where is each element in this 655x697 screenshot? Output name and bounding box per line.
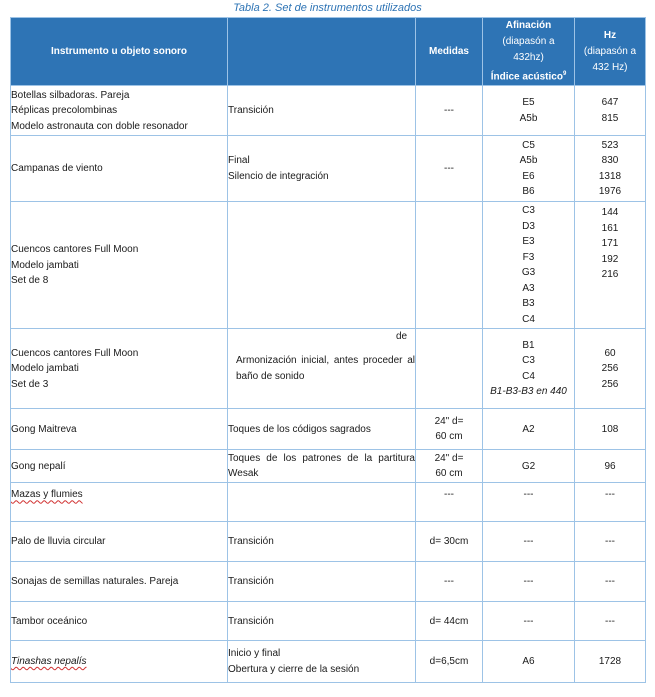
cell-instrument	[11, 483, 228, 522]
cell-text: 171	[601, 238, 619, 250]
cell-use	[228, 562, 416, 602]
cell-text: 60 cm	[435, 431, 463, 443]
table-row	[11, 450, 646, 483]
cell-tuning	[483, 483, 575, 522]
cell-text: Modelo jambati	[11, 259, 79, 271]
cell-text: ---	[523, 489, 534, 501]
header-hz-title: Hz	[603, 29, 617, 41]
cell-tuning	[483, 562, 575, 602]
cell-tuning	[483, 329, 575, 409]
cell-text: A5b	[519, 155, 538, 167]
cell-text: C3	[522, 205, 535, 217]
cell-text: ---	[523, 615, 534, 627]
cell-text: E5	[522, 97, 535, 109]
cell-text: ---	[444, 576, 454, 588]
cell-text: Obertura y cierre de la sesión	[228, 663, 360, 675]
cell-text: Inicio y final	[228, 648, 281, 660]
cell-text: 1976	[598, 186, 622, 198]
cell-hz	[575, 602, 646, 641]
cell-text: 830	[601, 155, 619, 167]
cell-text: Palo de lluvia circular	[11, 536, 106, 548]
cell-instrument	[11, 329, 228, 409]
cell-text: A5b	[519, 112, 538, 124]
cell-text: ---	[605, 576, 615, 588]
cell-text: Cuencos cantores Full Moon	[11, 244, 139, 256]
cell-text: 24" d=	[434, 415, 464, 427]
cell-measures	[416, 522, 483, 562]
table-row	[11, 522, 646, 562]
cell-measures	[416, 202, 483, 329]
cell-text: Tinashas nepalís	[11, 656, 87, 668]
cell-text: 96	[604, 460, 616, 472]
cell-use	[228, 602, 416, 641]
cell-use	[228, 641, 416, 683]
cell-text: ---	[523, 576, 534, 588]
table-row	[11, 329, 646, 409]
cell-hz	[575, 641, 646, 683]
cell-text: Cuencos cantores Full Moon	[11, 347, 139, 359]
table-row	[11, 86, 646, 136]
cell-text: ---	[523, 536, 534, 548]
header-hz-l1: (diapasón a	[583, 45, 637, 57]
cell-instrument	[11, 522, 228, 562]
cell-tuning	[483, 641, 575, 683]
cell-text: 161	[601, 222, 619, 234]
cell-text: B1-B3-B3 en 440	[490, 386, 567, 398]
cell-instrument	[11, 562, 228, 602]
cell-hz	[575, 136, 646, 202]
cell-use	[228, 202, 416, 329]
cell-use	[228, 483, 416, 522]
cell-text: Silencio de integración	[228, 170, 329, 182]
cell-text: C5	[522, 139, 535, 151]
cell-use	[228, 450, 416, 483]
cell-text: 24" d=	[434, 452, 464, 464]
cell-measures	[416, 450, 483, 483]
table-row	[11, 409, 646, 450]
cell-text: A3	[522, 282, 535, 294]
header-tuning-l2: 432hz)	[513, 52, 544, 63]
cell-use	[228, 409, 416, 450]
cell-text: C4	[522, 313, 535, 325]
cell-tuning	[483, 86, 575, 136]
cell-tuning	[483, 409, 575, 450]
header-hz	[575, 18, 646, 86]
cell-text: 1728	[598, 656, 622, 668]
cell-text: Armonización inicial, antes proceder al baño de sonido	[236, 355, 415, 382]
cell-text: G3	[521, 267, 536, 279]
cell-use	[228, 522, 416, 562]
cell-text: Gong nepalí	[11, 460, 66, 472]
cell-measures	[416, 483, 483, 522]
cell-hz	[575, 86, 646, 136]
cell-text: C3	[522, 355, 535, 367]
cell-hz	[575, 409, 646, 450]
cell-text: ---	[444, 163, 454, 175]
cell-instrument	[11, 409, 228, 450]
header-hz-l2: 432 Hz)	[592, 61, 628, 73]
cell-instrument	[11, 641, 228, 683]
cell-text: Gong Maitreva	[11, 423, 77, 435]
cell-text: Modelo astronauta con doble resonador	[11, 120, 188, 132]
cell-text: Réplicas precolombinas	[11, 105, 118, 117]
header-tuning	[483, 18, 575, 86]
cell-text: ---	[444, 105, 454, 117]
table-caption: Tabla 2. Set de instrumentos utilizados	[233, 2, 422, 14]
cell-text: 256	[601, 363, 619, 375]
cell-text: Set de 3	[11, 378, 49, 390]
cell-hz	[575, 450, 646, 483]
cell-stray-text: de	[396, 331, 408, 343]
cell-text: Transición	[228, 576, 274, 588]
cell-text: Sonajas de semillas naturales. Pareja	[11, 576, 179, 588]
cell-measures	[416, 562, 483, 602]
cell-text: d= 30cm	[429, 536, 469, 548]
table-row	[11, 483, 646, 522]
cell-text: ---	[605, 489, 615, 501]
cell-measures	[416, 86, 483, 136]
cell-text: B6	[522, 186, 535, 198]
cell-hz	[575, 562, 646, 602]
header-tuning-sup: 9	[562, 71, 567, 77]
cell-text: Transición	[228, 536, 274, 548]
cell-text: E6	[522, 170, 535, 182]
cell-text: 60 cm	[435, 468, 463, 480]
header-row	[11, 18, 646, 86]
cell-text: Toques de los códigos sagrados	[228, 423, 371, 435]
table-row	[11, 602, 646, 641]
cell-tuning	[483, 450, 575, 483]
table-row	[11, 641, 646, 683]
header-instrument: Instrumento u objeto sonoro	[11, 18, 228, 86]
header-use	[228, 18, 416, 86]
cell-text: A2	[522, 423, 535, 435]
instruments-table	[10, 17, 646, 683]
cell-text: ---	[605, 615, 615, 627]
cell-text: 216	[601, 269, 619, 281]
cell-text: 815	[601, 112, 619, 124]
cell-text: Campanas de viento	[11, 163, 103, 175]
cell-text: ---	[444, 489, 454, 501]
cell-text: Modelo jambati	[11, 363, 79, 375]
cell-hz	[575, 522, 646, 562]
cell-text: 60	[604, 347, 616, 359]
cell-hz	[575, 202, 646, 329]
cell-tuning	[483, 202, 575, 329]
cell-text: G2	[521, 460, 536, 472]
cell-text: 144	[601, 207, 619, 219]
cell-text: Transición	[228, 615, 274, 627]
cell-text: Toques de los patrones de la partitura Wesak	[228, 452, 415, 480]
cell-text: E3	[522, 236, 535, 248]
cell-text: B1	[522, 339, 535, 351]
cell-instrument	[11, 202, 228, 329]
cell-text: Mazas y flumies	[11, 489, 83, 501]
cell-measures	[416, 641, 483, 683]
cell-text: d= 44cm	[429, 615, 469, 627]
cell-instrument	[11, 136, 228, 202]
cell-text: Set de 8	[11, 275, 49, 287]
cell-instrument	[11, 602, 228, 641]
cell-measures	[416, 409, 483, 450]
cell-text: 1318	[598, 170, 622, 182]
cell-text: Tambor oceánico	[11, 615, 88, 627]
cell-use	[228, 86, 416, 136]
cell-tuning	[483, 602, 575, 641]
cell-tuning	[483, 136, 575, 202]
cell-measures	[396, 329, 483, 409]
cell-text: 108	[601, 423, 619, 435]
cell-text: Final	[228, 155, 250, 167]
cell-text: B3	[522, 298, 535, 310]
cell-text: d=6,5cm	[429, 656, 469, 668]
cell-text: Transición	[228, 105, 274, 117]
cell-text: D3	[522, 220, 535, 232]
cell-instrument	[11, 86, 228, 136]
cell-hz	[575, 329, 646, 409]
cell-text: 647	[601, 97, 619, 109]
cell-text: A6	[522, 656, 535, 668]
cell-instrument	[11, 450, 228, 483]
header-tuning-title: Afinación	[505, 20, 552, 31]
cell-use	[228, 329, 416, 409]
cell-text: 523	[601, 139, 619, 151]
header-measures: Medidas	[416, 18, 483, 86]
cell-tuning	[483, 522, 575, 562]
cell-measures	[416, 602, 483, 641]
cell-hz	[575, 483, 646, 522]
cell-measures	[416, 136, 483, 202]
cell-use	[228, 136, 416, 202]
header-tuning-l1: (diapasón a	[502, 36, 555, 47]
table-row	[11, 202, 646, 329]
table-row	[11, 136, 646, 202]
header-tuning-l3: Índice acústico	[490, 71, 563, 83]
cell-text: F3	[522, 251, 535, 263]
cell-text: C4	[522, 370, 535, 382]
cell-text: 192	[601, 253, 619, 265]
cell-text: Botellas silbadoras. Pareja	[11, 89, 130, 101]
table-row	[11, 562, 646, 602]
cell-text: ---	[605, 536, 615, 548]
cell-text: 256	[601, 378, 619, 390]
